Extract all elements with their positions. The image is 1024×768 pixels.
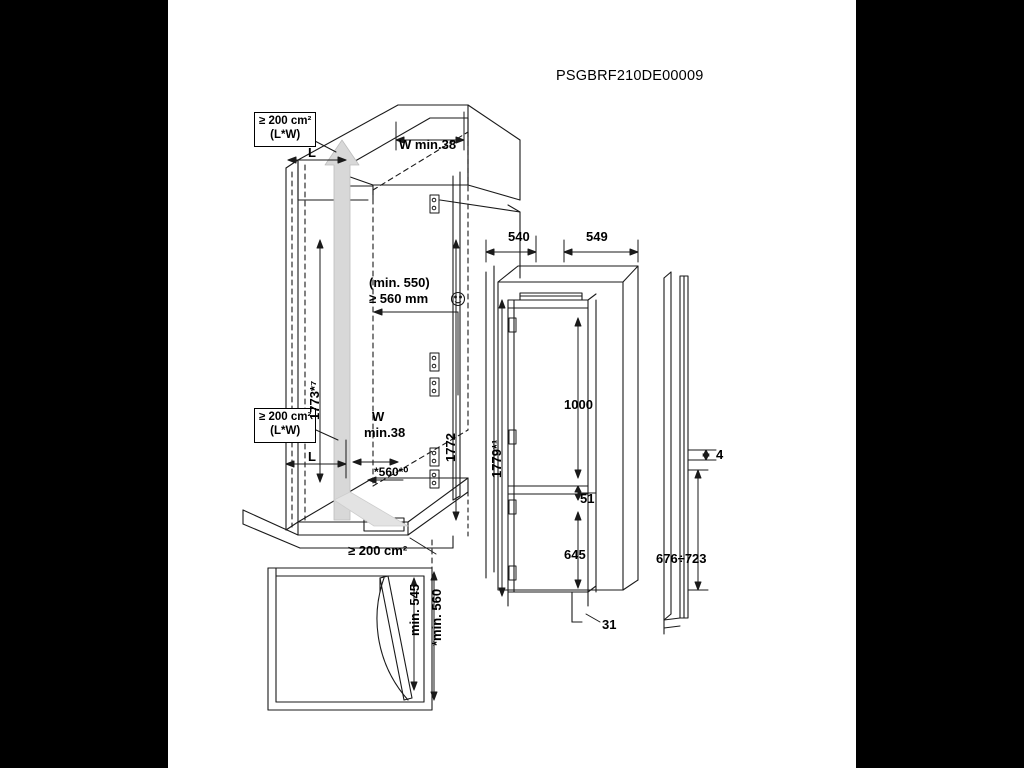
dim-panel-gap-4: 4 — [716, 447, 724, 462]
dim-niche-width-560: *560*⁰ — [374, 465, 409, 479]
vent-note-top — [254, 112, 316, 147]
dim-depth-note-min-550: (min. 550) — [369, 275, 430, 290]
dim-w-min-38-mid-line2: min.38 — [364, 425, 406, 440]
dim-depth-549: 549 — [586, 229, 608, 244]
dim-plan-min-545: min. 545 — [407, 583, 422, 636]
dim-depth-note-560: ≥ 560 mm — [369, 291, 429, 306]
dim-appliance-front-height-1779: 1779*¹ — [489, 439, 504, 478]
dim-w-min-38-mid-line1: W — [372, 409, 385, 424]
vent-note-floor: ≥ 200 cm² — [348, 543, 408, 558]
dim-plinth-31: 31 — [602, 617, 617, 632]
dim-appliance-height-1772: 1772 — [443, 433, 458, 462]
dim-niche-height-1773: 1773*⁷ — [307, 380, 322, 420]
dim-plan-min-560: *min. 560 — [429, 588, 444, 646]
vent-note-bottom-line1: ≥ 200 cm² — [259, 411, 312, 423]
dim-depth-540: 540 — [508, 229, 530, 244]
vent-note-top-line2: (L*W) — [270, 128, 301, 141]
vent-note-top-line1: ≥ 200 cm² — [259, 115, 312, 127]
dim-panel-range-676-723: 676÷723 — [656, 551, 707, 566]
label-L-bottom: L — [308, 449, 316, 464]
vent-note-bottom-line2: (L*W) — [270, 424, 301, 437]
dim-gap-51: 51 — [580, 491, 595, 506]
dim-freezer-645: 645 — [564, 547, 586, 562]
drawing-code: PSGBRF210DE00009 — [556, 68, 704, 84]
drawing-sheet — [168, 0, 856, 768]
dim-w-min-38-top: W min.38 — [399, 137, 457, 152]
dim-fridge-1000: 1000 — [564, 397, 593, 412]
label-L-top: L — [308, 145, 316, 160]
